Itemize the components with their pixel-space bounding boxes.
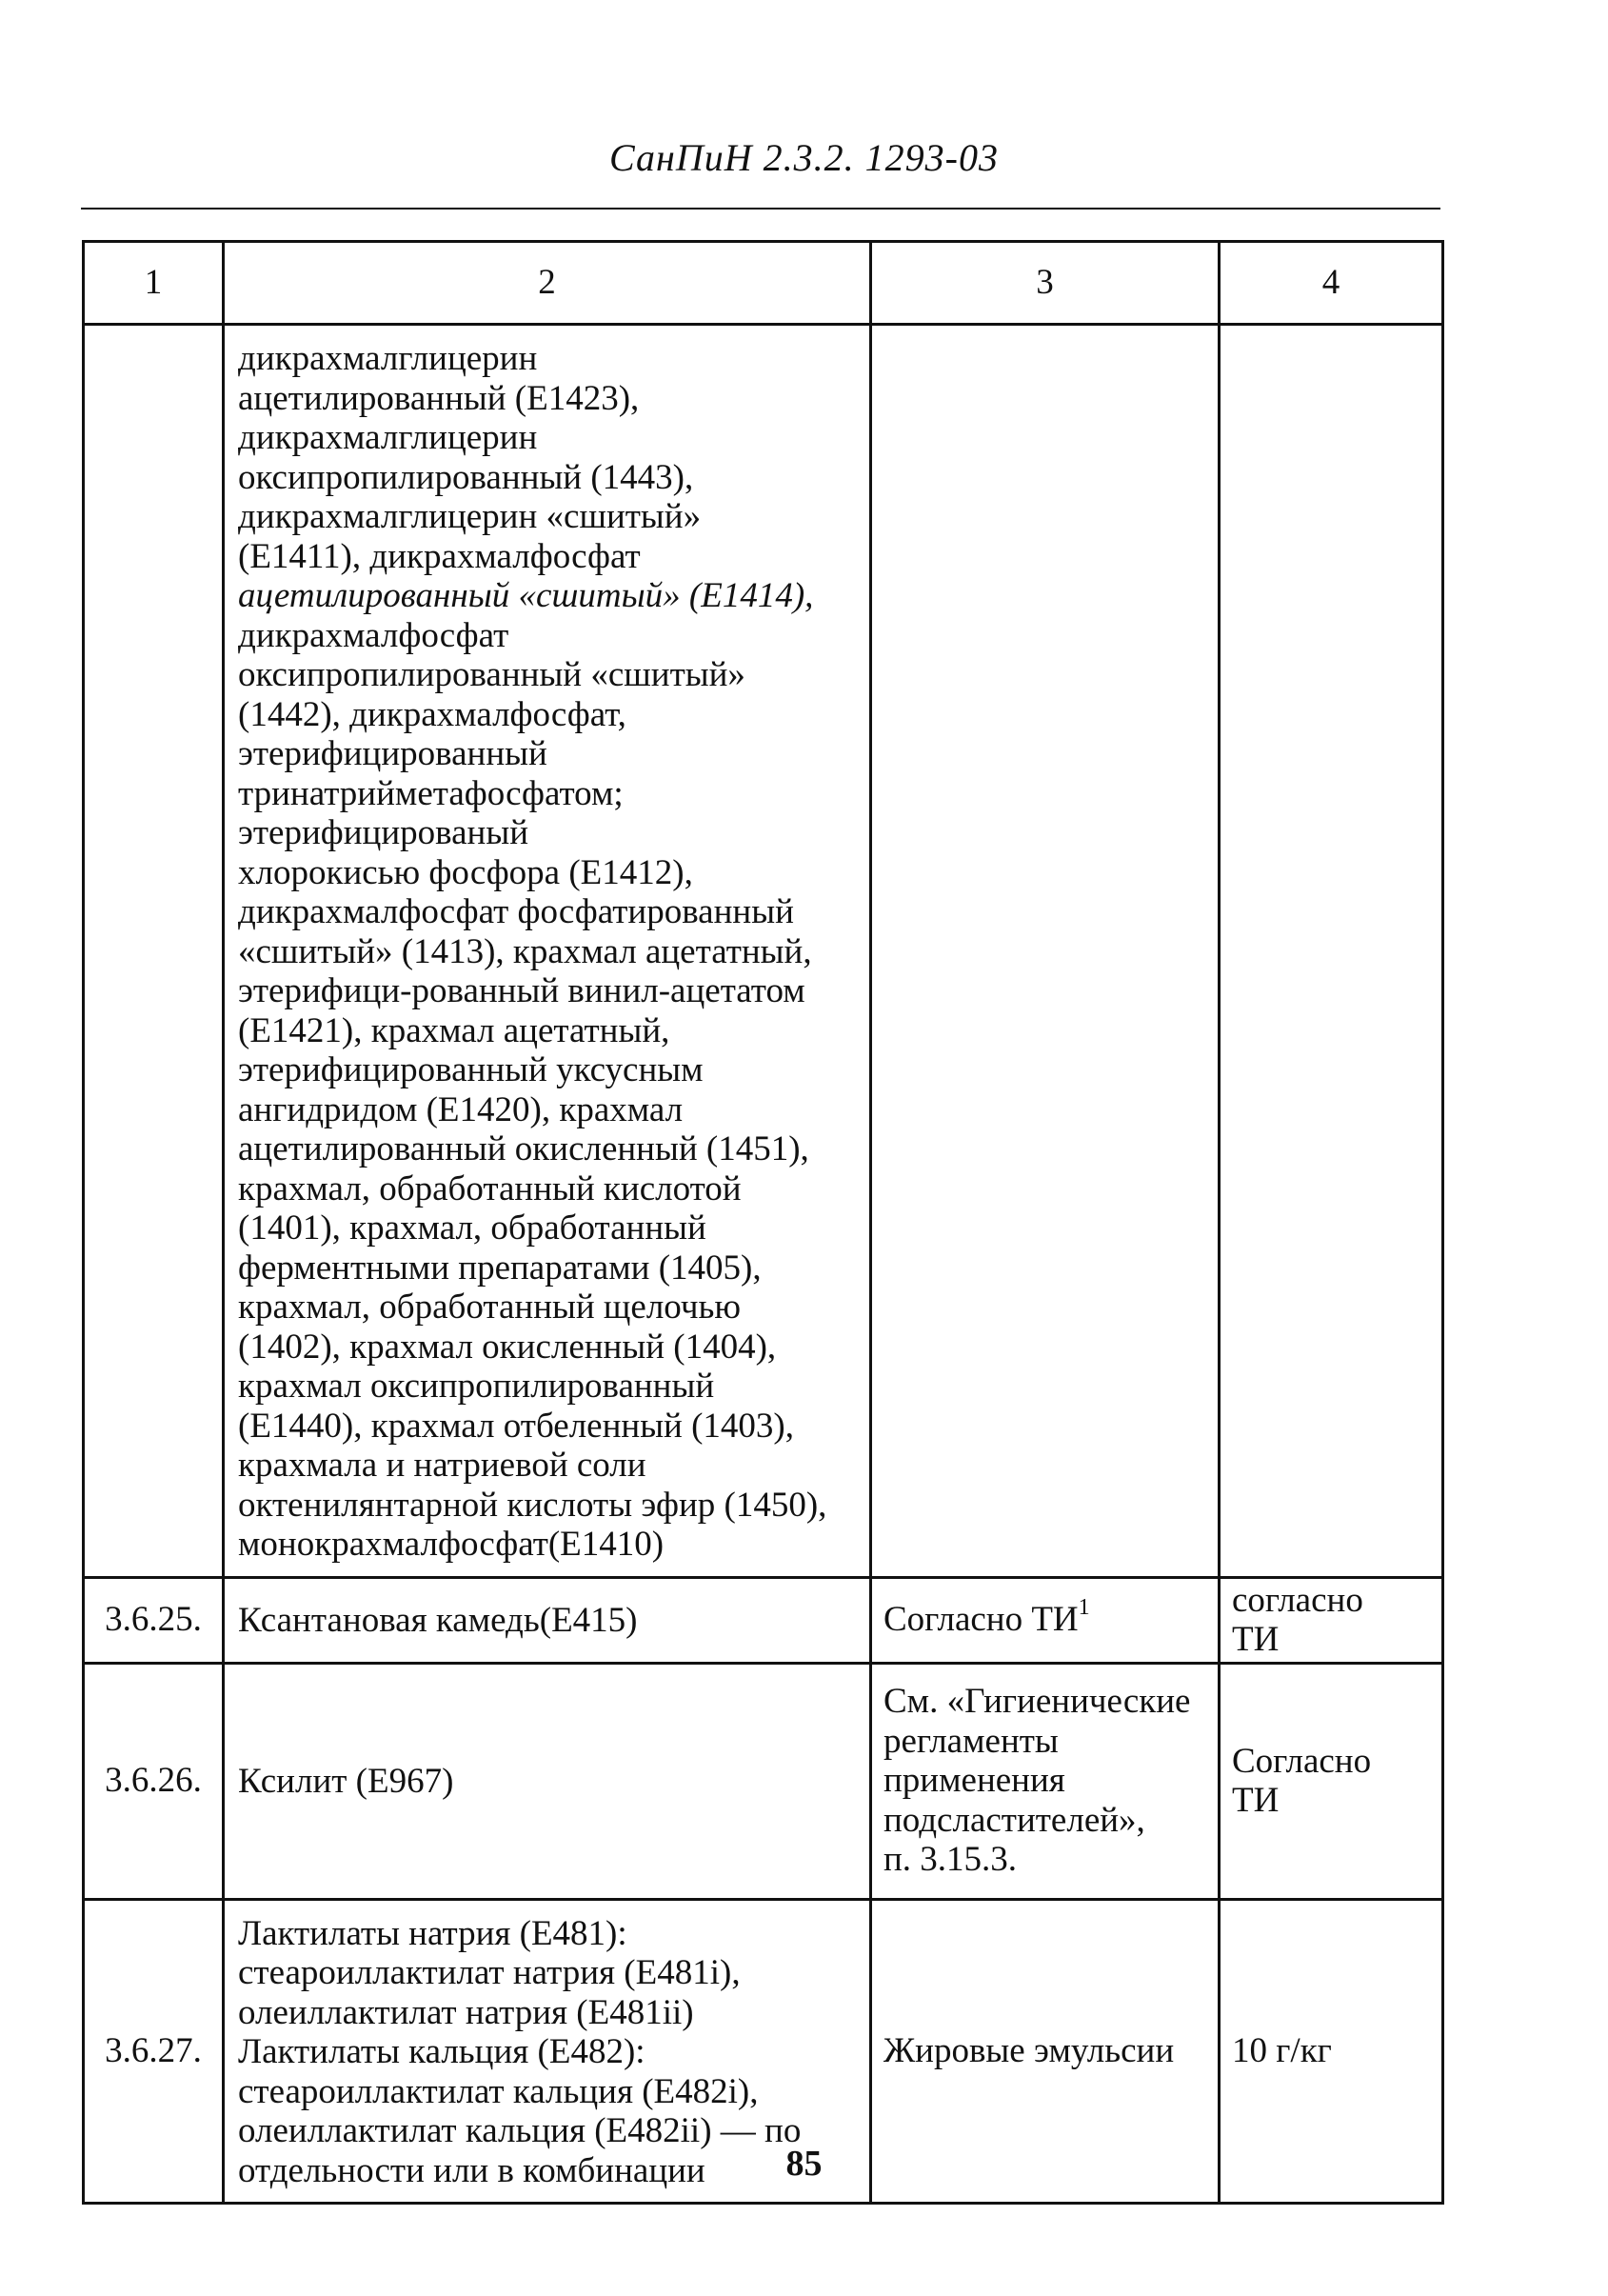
footnote-marker: 1 xyxy=(1078,1594,1090,1620)
row-name: Ксилит (Е967) xyxy=(224,1663,871,1899)
row-number: 3.6.27. xyxy=(84,1899,224,2204)
row-limit: согласно ТИ xyxy=(1220,1577,1443,1663)
column-header-4: 4 xyxy=(1220,242,1443,325)
continued-limit-cell xyxy=(1220,325,1443,1578)
table-row xyxy=(84,1577,1443,1663)
row-number: 3.6.26. xyxy=(84,1663,224,1899)
column-header-1: 1 xyxy=(84,242,224,325)
row-name: Ксантановая камедь(Е415) xyxy=(224,1577,871,1663)
row-usage-text: Согласно ТИ xyxy=(883,1600,1079,1640)
row-limit: Согласно ТИ xyxy=(1220,1663,1443,1899)
column-header-3: 3 xyxy=(871,242,1220,325)
row-name: Лактилаты натрия (Е481): стеароиллактилат натрия (Е481i), олеиллактилат натрия (Е481ii) Лактилаты кальция (Е482): стеароиллактилат кальция (Е482i), олеиллактилат кальция (Е482ii) — по отдельности или в комбинации xyxy=(224,1899,871,2204)
continued-description-part-2: дикрахмалфосфат оксипропилированный «сшитый» (1442), дикрахмалфосфат, этерифицированный тринатрийметафосфатом; этерифицированый хлорокисью фосфора (Е1412), дикрахмалфосфат фосфатированный «сшитый» (1413), крахмал ацетатный, этерифици-рованный винил-ацетатом (Е1421), крахмал ацетатный, этерифицированный уксусным ангидридом (Е1420), крахмал ацетилированный окисленный (1451), крахмал, обработанный кислотой (1401), крахмал, обработанный ферментными препаратами (1405), крахмал, обработанный щелочью (1402), крахмал окисленный (1404), крахмал оксипропилированный (Е1440), крахмал отбеленный (1403), крахмала и натриевой соли октенилянтарной кислоты эфир (1450), монокрахмалфосфат(Е1410) xyxy=(238,615,827,1564)
row-usage: Жировые эмульсии xyxy=(871,1899,1220,2204)
header-rule xyxy=(81,208,1440,210)
additives-table xyxy=(82,240,1444,2205)
document-header: СанПиН 2.3.2. 1293-03 xyxy=(609,136,999,179)
continued-usage-cell xyxy=(871,325,1220,1578)
page-number: 85 xyxy=(785,2144,823,2184)
continued-num-cell xyxy=(84,325,224,1578)
row-limit: 10 г/кг xyxy=(1220,1899,1443,2204)
row-usage xyxy=(871,1577,1220,1663)
row-usage: См. «Гигиенические регламенты применения подсластителей», п. 3.15.3. xyxy=(871,1663,1220,1899)
column-header-2: 2 xyxy=(224,242,871,325)
column-header-row xyxy=(84,242,1443,325)
table-row-continued xyxy=(84,325,1443,1578)
continued-description-italic: ацетилированный «сшитый» (Е1414), xyxy=(238,576,814,615)
row-number: 3.6.25. xyxy=(84,1577,224,1663)
continued-description-part-1: дикрахмалглицерин ацетилированный (Е1423), дикрахмалглицерин оксипропилированный (1443), дикрахмалглицерин «сшитый» (Е1411), дикрахмалфосфат xyxy=(238,339,702,576)
continued-description-cell xyxy=(224,325,871,1578)
table-row xyxy=(84,1663,1443,1899)
